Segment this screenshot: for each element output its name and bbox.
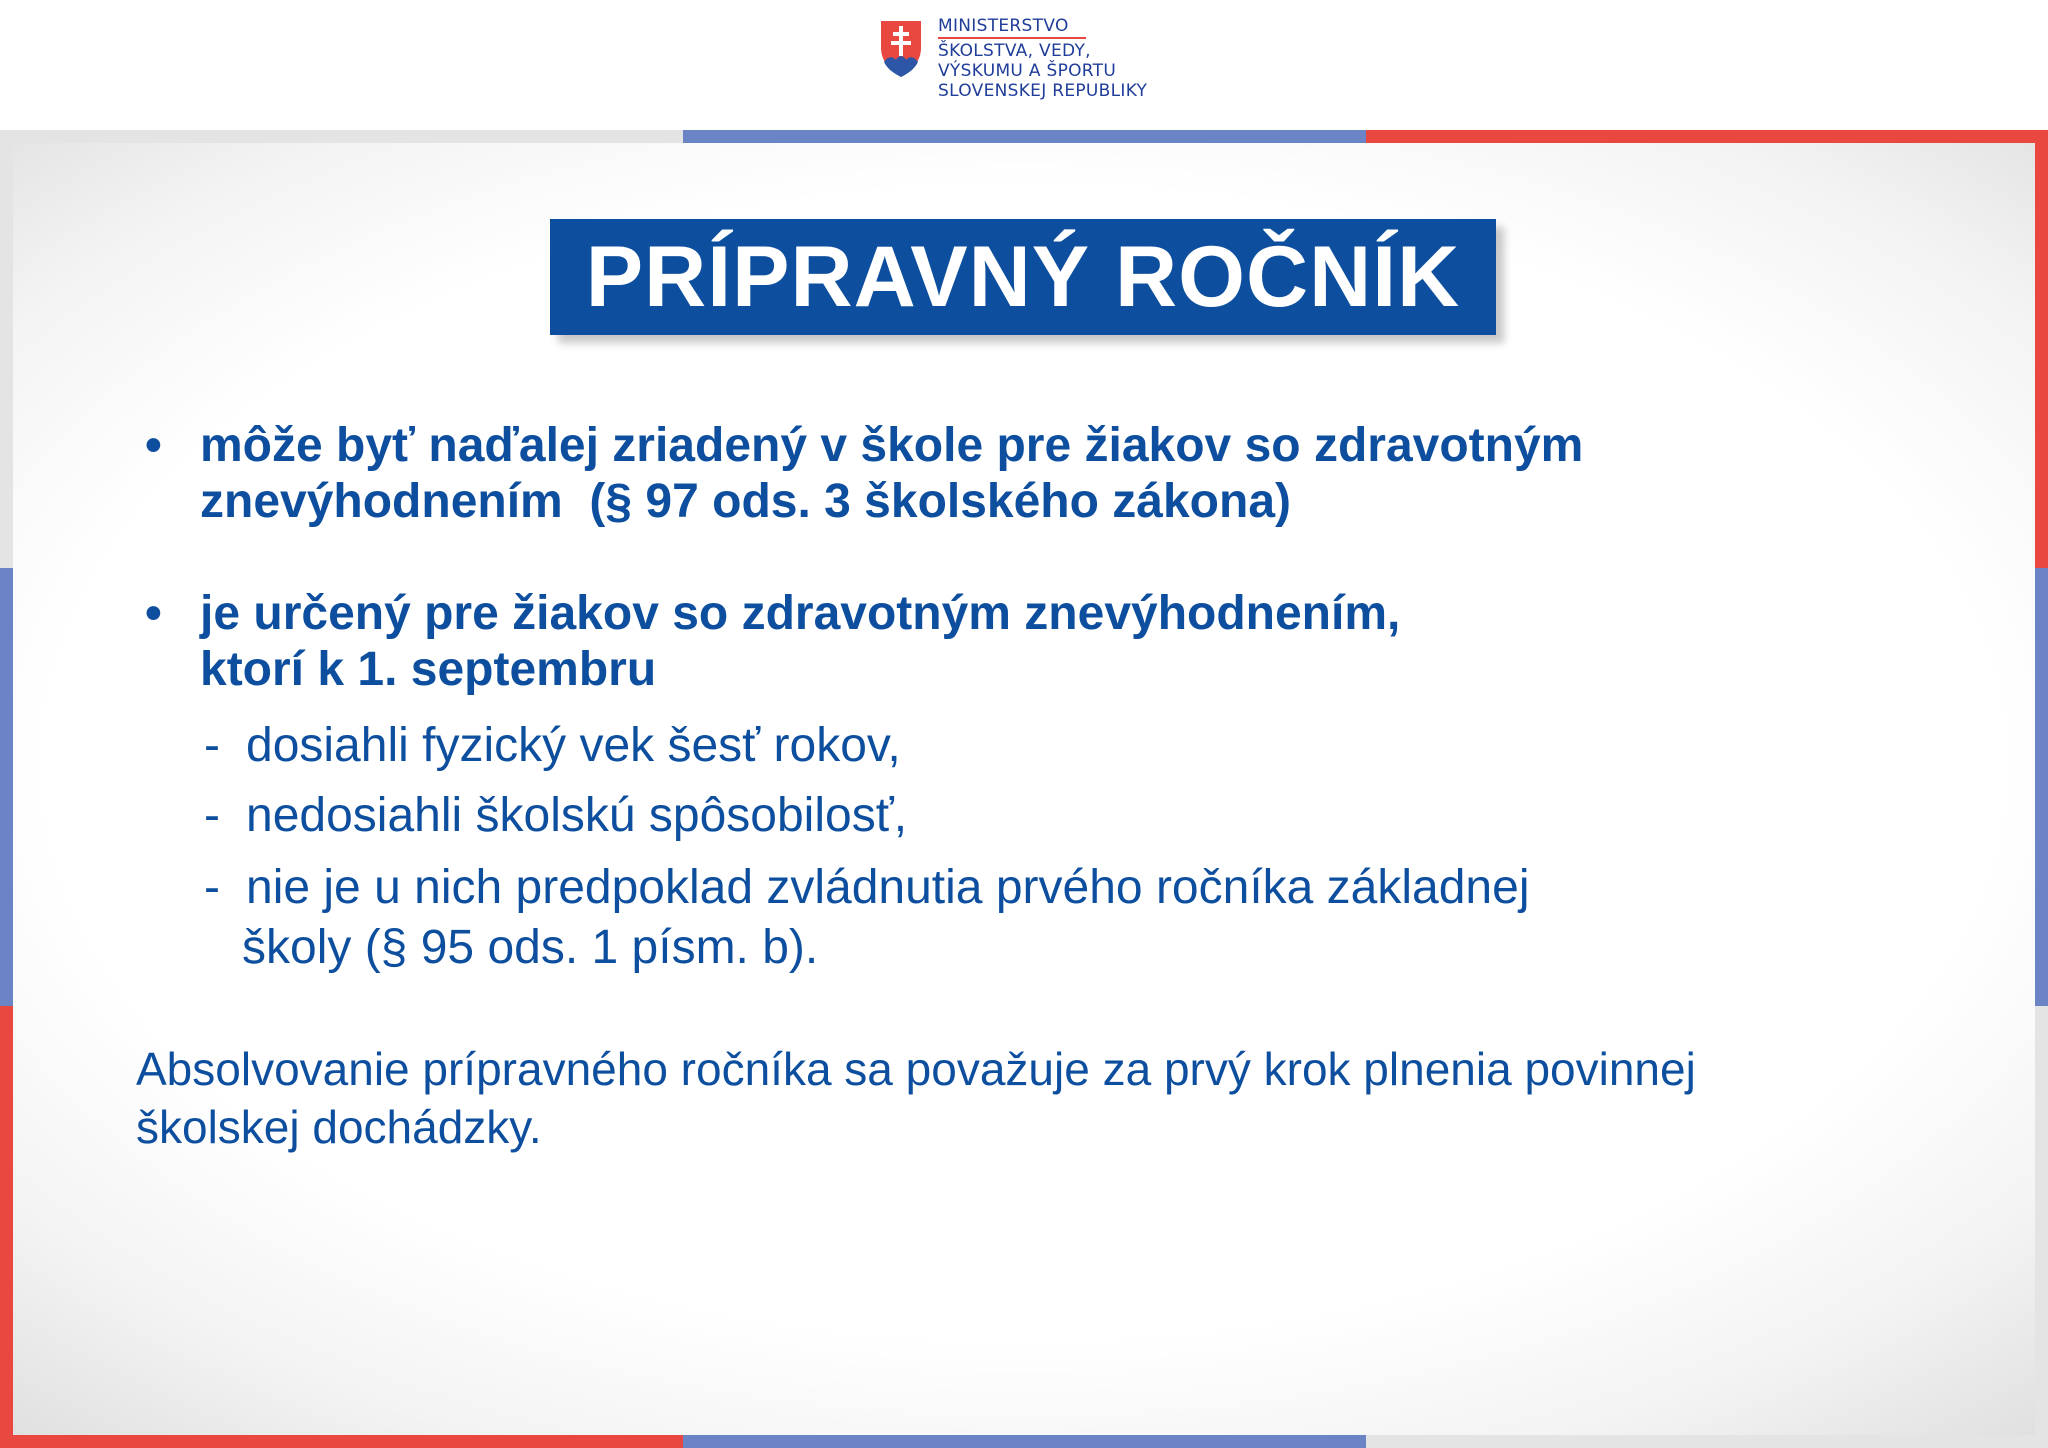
sub-item-3-line-1: nie je u nich predpoklad zvládnutia prvého ročníka základnej	[246, 861, 1530, 914]
logo-line-1: MINISTERSTVO	[938, 16, 1198, 41]
bullet-1-line-2: znevýhodnením (§ 97 ods. 3 školského zákona)	[200, 475, 1291, 528]
bullet-1-line-1: môže byť naďalej zriadený v škole pre žiakov so zdravotným	[200, 419, 1584, 472]
logo-line-4: SLOVENSKEJ REPUBLIKY	[938, 81, 1148, 101]
logo-line-2: ŠKOLSTVA, VEDY,	[938, 41, 1091, 61]
footnote-line-2: školskej dochádzky.	[136, 1101, 542, 1153]
bullet-dot: •	[145, 419, 162, 472]
dash-marker: -	[204, 719, 220, 772]
footnote-line-1: Absolvovanie prípravného ročníka sa považuje za prvý krok plnenia povinnej	[136, 1043, 1696, 1095]
dash-marker: -	[204, 789, 220, 842]
bullet-dot: •	[145, 587, 162, 640]
footnote	[136, 1040, 1936, 1156]
logo-line-3: VÝSKUMU A ŠPORTU	[938, 61, 1117, 81]
page-title: PRÍPRAVNÝ ROČNÍK	[585, 229, 1461, 325]
bullet-2-line-2: ktorí k 1. septembru	[200, 643, 657, 696]
sub-item-2: nedosiahli školskú spôsobilosť,	[246, 789, 908, 842]
sub-item-1: dosiahli fyzický vek šesť rokov,	[246, 719, 901, 772]
dash-marker: -	[204, 861, 220, 914]
bullet-2-line-1: je určený pre žiakov so zdravotným znevýhodnením,	[200, 587, 1401, 640]
sub-item-3-line-2: školy (§ 95 ods. 1 písm. b).	[242, 921, 819, 974]
